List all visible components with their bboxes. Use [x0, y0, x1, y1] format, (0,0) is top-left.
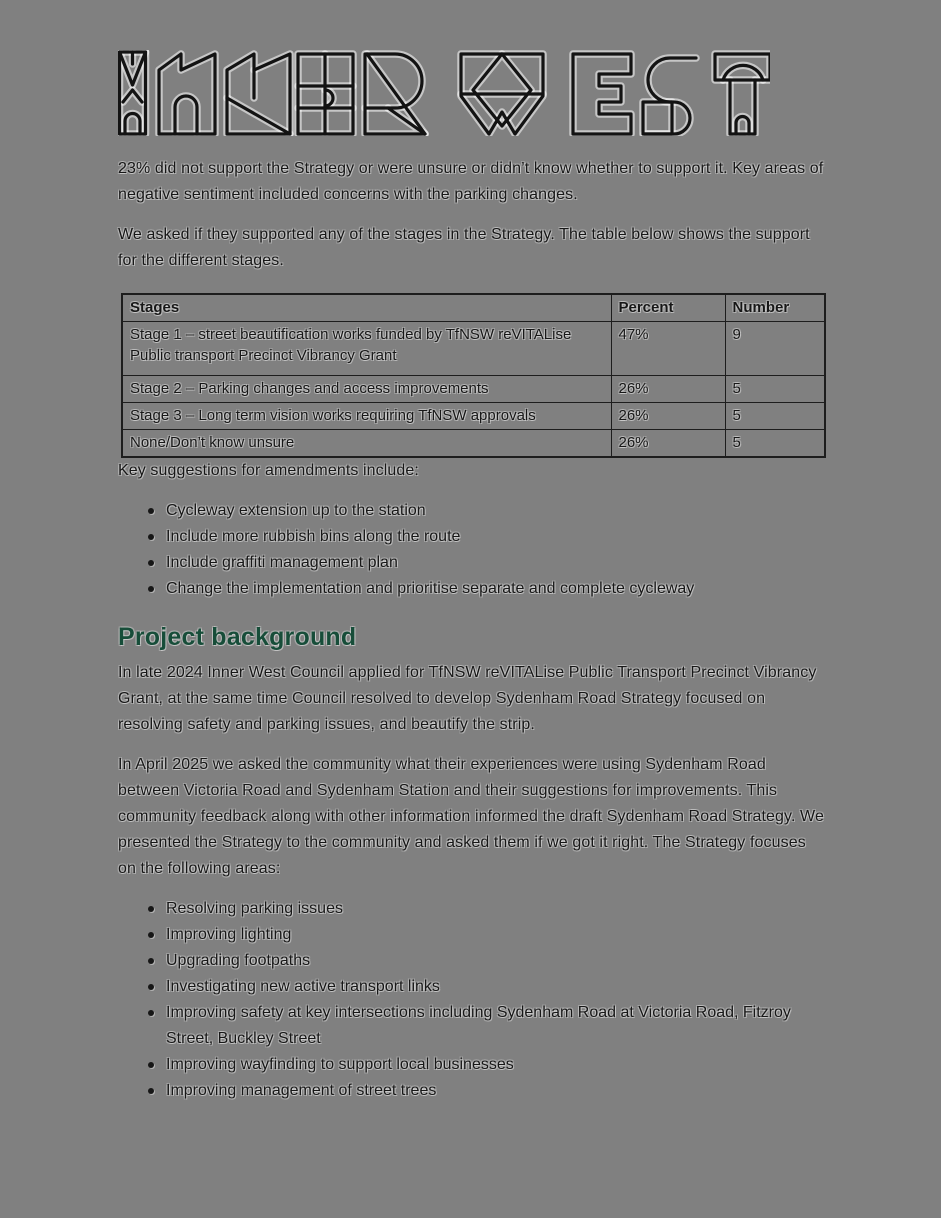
strategy-focus-list	[118, 896, 824, 1104]
inner-west-logo-graphic	[118, 50, 770, 136]
list-item-text: Improving lighting	[166, 926, 292, 943]
list-item	[148, 896, 824, 922]
intro-paragraph-2: We asked if they supported any of the stages in the Strategy. The table below shows the support for the different stages.	[118, 226, 810, 269]
suggestions-lead: Key suggestions for amendments include:	[118, 462, 419, 479]
list-item-text: Investigating new active transport links	[166, 978, 440, 995]
cell-number: 5	[725, 403, 825, 430]
list-item-text: Improving management of street trees	[166, 1082, 437, 1099]
table-row	[122, 376, 825, 403]
document-content	[118, 50, 824, 1104]
list-item-text: Upgrading footpaths	[166, 952, 311, 969]
cell-percent: 26%	[611, 403, 725, 430]
bullet-dot	[148, 906, 154, 912]
bullet-dot	[148, 1010, 154, 1016]
list-item-text: Change the implementation and prioritise separate and complete cycleway	[166, 580, 695, 597]
inner-west-logo	[118, 50, 770, 136]
intro-paragraph-1: 23% did not support the Strategy or were unsure or didn’t know whether to support it. Key areas of negative sentiment included concerns with the parking changes.	[118, 160, 824, 203]
cell-number: 5	[725, 430, 825, 458]
cell-percent: 47%	[611, 322, 725, 376]
list-item	[148, 1078, 824, 1104]
column-header-stages: Stages	[122, 294, 611, 322]
cell-stage: None/Don’t know unsure	[122, 430, 611, 458]
bullet-dot	[148, 1088, 154, 1094]
table-header-row	[122, 294, 825, 322]
column-header-number: Number	[725, 294, 825, 322]
cell-stage: Stage 1 – street beautification works funded by TfNSW reVITALise Public transport Precinct Vibrancy Grant	[122, 322, 611, 376]
list-item	[148, 1052, 824, 1078]
bullet-dot	[148, 958, 154, 964]
bullet-dot	[148, 1062, 154, 1068]
list-item-text: Improving wayfinding to support local businesses	[166, 1056, 514, 1073]
cell-percent: 26%	[611, 430, 725, 458]
column-header-percent: Percent	[611, 294, 725, 322]
list-item	[148, 922, 824, 948]
cell-stage: Stage 2 – Parking changes and access improvements	[122, 376, 611, 403]
cell-stage: Stage 3 – Long term vision works requiring TfNSW approvals	[122, 403, 611, 430]
list-item-text: Resolving parking issues	[166, 900, 343, 917]
cell-number: 9	[725, 322, 825, 376]
project-background-paragraph-2: In April 2025 we asked the community what their experiences were using Sydenham Road between Victoria Road and Sydenham Station and their suggestions for improvements. This community feedback along with other information informed the draft Sydenham Road Strategy. We presented the Strategy to the community and asked them if we got it right. The Strategy focuses on the following areas:	[118, 756, 824, 877]
table-row	[122, 430, 825, 458]
bullet-dot	[148, 560, 154, 566]
list-item	[148, 1000, 824, 1052]
cell-number: 5	[725, 376, 825, 403]
table-row	[122, 322, 825, 376]
stages-support-table	[121, 293, 826, 458]
list-item	[148, 974, 824, 1000]
project-background-heading: Project background	[118, 623, 357, 651]
list-item-text: Cycleway extension up to the station	[166, 502, 426, 519]
bullet-dot	[148, 586, 154, 592]
project-background-paragraph-1: In late 2024 Inner West Council applied for TfNSW reVITALise Public Transport Precinct Vibrancy Grant, at the same time Council resolved to develop Sydenham Road Strategy focused on resolving safety and parking issues, and beautify the strip.	[118, 664, 817, 733]
list-item	[148, 550, 824, 576]
bullet-dot	[148, 932, 154, 938]
suggestions-list	[118, 498, 824, 602]
list-item-text: Include graffiti management plan	[166, 554, 398, 571]
list-item-text: Improving safety at key intersections including Sydenham Road at Victoria Road, Fitzroy Street, Buckley Street	[166, 1004, 791, 1047]
bullet-dot	[148, 534, 154, 540]
bullet-dot	[148, 508, 154, 514]
list-item	[148, 498, 824, 524]
list-item-text: Include more rubbish bins along the route	[166, 528, 461, 545]
cell-percent: 26%	[611, 376, 725, 403]
list-item	[148, 576, 824, 602]
bullet-dot	[148, 984, 154, 990]
list-item	[148, 948, 824, 974]
list-item	[148, 524, 824, 550]
table-row	[122, 403, 825, 430]
